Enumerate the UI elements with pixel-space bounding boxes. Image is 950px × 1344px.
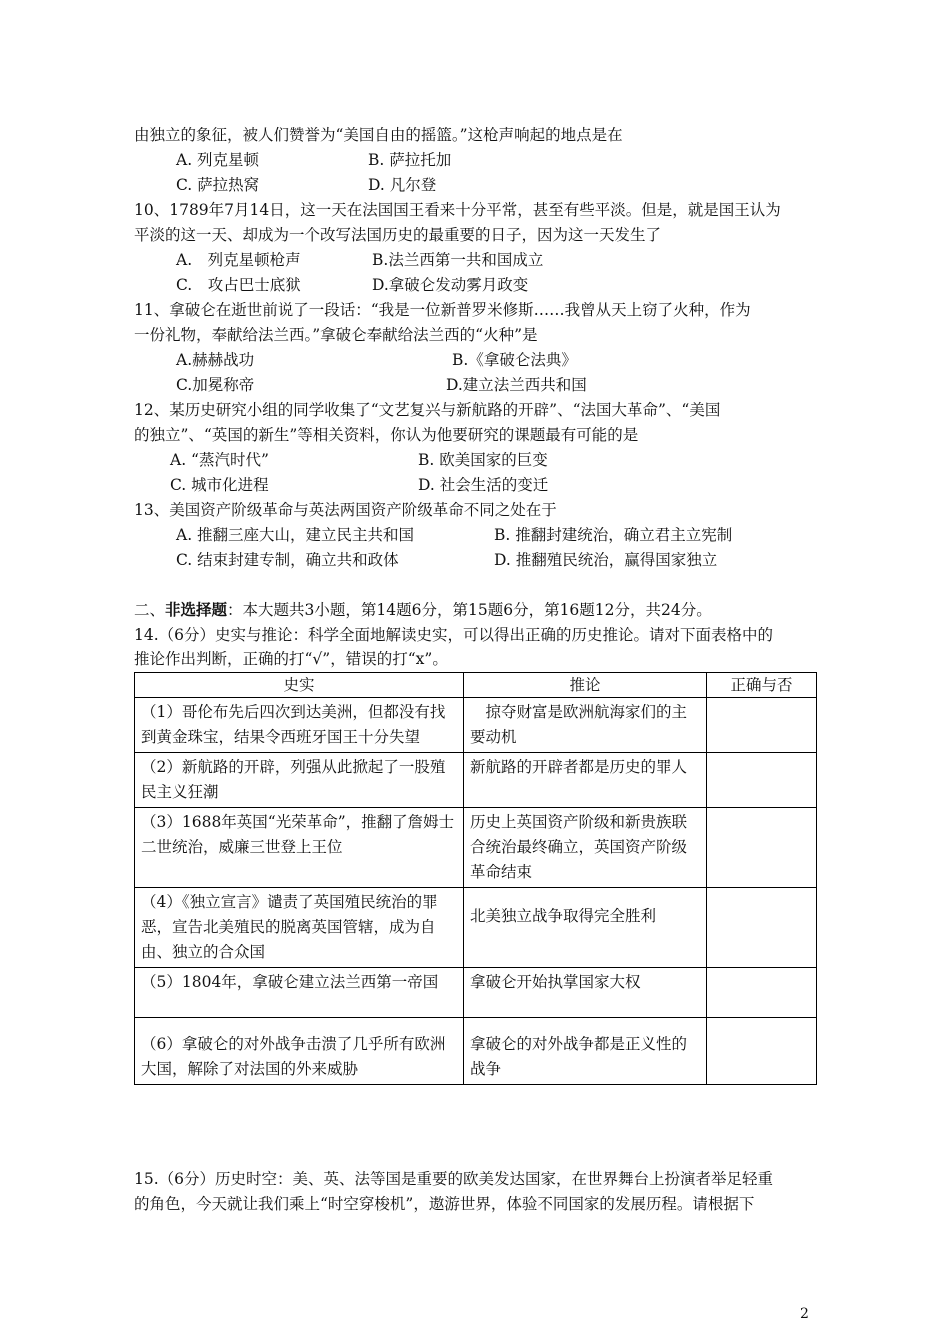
- q9-option-d: D. 凡尔登: [368, 176, 437, 194]
- q13-option-c: C. 结束封建专制，确立共和政体: [176, 551, 399, 569]
- q10-option-b: B.法兰西第一共和国成立: [372, 251, 544, 269]
- q11-option-d: D.建立法兰西共和国: [446, 376, 587, 394]
- q11-option-a: A.赫赫战功: [176, 351, 255, 369]
- section2-prefix: 二、: [134, 601, 166, 619]
- table-row: [135, 753, 817, 808]
- q15-stem-line2: 的角色，今天就让我们乘上“时空穿梭机”，遨游世界，体验不同国家的发展历程。请根据下: [134, 1195, 755, 1213]
- inference-cell: 掠夺财富是欧洲航海家们的主要动机: [464, 698, 707, 753]
- q15-stem-line1: 15.（6分）历史时空：美、英、法等国是重要的欧美发达国家，在世界舞台上扮演者举足轻重: [134, 1170, 774, 1188]
- judgment-cell[interactable]: [707, 698, 817, 753]
- judgment-cell[interactable]: [707, 968, 817, 1018]
- header-judgment: 正确与否: [707, 673, 817, 698]
- q9-option-c: C. 萨拉热窝: [176, 176, 260, 194]
- header-fact: 史实: [135, 673, 464, 698]
- q14-stem-line2: 推论作出判断，正确的打“√”，错误的打“x”。: [134, 650, 448, 668]
- section2-heading: [134, 599, 712, 621]
- q12-option-d: D. 社会生活的变迁: [418, 476, 549, 494]
- table-row: [135, 698, 817, 753]
- q12-option-a: A. “蒸汽时代”: [170, 451, 269, 469]
- q13-option-d: D. 推翻殖民统治，赢得国家独立: [494, 551, 718, 569]
- fact-cell: （6）拿破仑的对外战争击溃了几乎所有欧洲大国，解除了对法国的外来威胁: [135, 1018, 464, 1085]
- table-row: [135, 1018, 817, 1085]
- q10-stem-line1: 10、1789年7月14日，这一天在法国国王看来十分平常，甚至有些平淡。但是，就是国王认为: [134, 201, 781, 219]
- inference-cell: 拿破仑开始执掌国家大权: [464, 968, 707, 1018]
- table-header-row: [135, 673, 817, 698]
- q11-stem-line1: 11、拿破仑在逝世前说了一段话：“我是一位新普罗米修斯……我曾从天上窃了火种，作为: [134, 301, 751, 319]
- q13-stem: 13、美国资产阶级革命与英法两国资产阶级革命不同之处在于: [134, 501, 557, 519]
- q11-option-b: B.《拿破仑法典》: [452, 351, 577, 369]
- fact-cell: （5）1804年，拿破仑建立法兰西第一帝国: [135, 968, 464, 1018]
- q10-option-c: C. 攻占巴士底狱: [176, 276, 301, 294]
- fact-cell: （4）《独立宣言》谴责了英国殖民统治的罪恶，宣告北美殖民的脱离英国管辖，成为自由、独立的合众国: [135, 888, 464, 968]
- q9-option-b: B. 萨拉托加: [368, 151, 452, 169]
- section2-title: 非选择题: [165, 600, 228, 619]
- page-number: 2: [800, 1306, 809, 1322]
- inference-cell: 北美独立战争取得完全胜利: [464, 888, 707, 968]
- judgment-cell[interactable]: [707, 888, 817, 968]
- q10-option-d: D.拿破仑发动雾月政变: [372, 276, 529, 294]
- q9-stem-tail: 由独立的象征，被人们赞誉为“美国自由的摇篮。”这枪声响起的地点是在: [134, 126, 623, 144]
- table-row: [135, 968, 817, 1018]
- table-row: [135, 808, 817, 888]
- judgment-cell[interactable]: [707, 808, 817, 888]
- q12-option-b: B. 欧美国家的巨变: [418, 451, 548, 469]
- fact-cell: （2）新航路的开辟，列强从此掀起了一股殖民主义狂潮: [135, 753, 464, 808]
- inference-cell: 拿破仑的对外战争都是正义性的战争: [464, 1018, 707, 1085]
- header-inference: 推论: [464, 673, 707, 698]
- q10-stem-line2: 平淡的这一天、却成为一个改写法国历史的最重要的日子，因为这一天发生了: [134, 226, 662, 244]
- q12-stem-line2: 的独立”、“英国的新生”等相关资料，你认为他要研究的课题最有可能的是: [134, 426, 639, 444]
- inference-cell: 新航路的开辟者都是历史的罪人: [464, 753, 707, 808]
- q10-option-a: A. 列克星顿枪声: [176, 251, 301, 269]
- q11-option-c: C.加冕称帝: [176, 376, 255, 394]
- fact-cell: （3）1688年英国“光荣革命”，推翻了詹姆士二世统治，威廉三世登上王位: [135, 808, 464, 888]
- q12-stem-line1: 12、某历史研究小组的同学收集了“文艺复兴与新航路的开辟”、“法国大革命”、“美国: [134, 401, 721, 419]
- facts-inference-table: [134, 672, 817, 1085]
- section2-description: ：本大题共3小题，第14题6分，第15题6分，第16题12分，共24分。: [227, 601, 712, 619]
- judgment-cell[interactable]: [707, 753, 817, 808]
- fact-cell: （1）哥伦布先后四次到达美洲，但都没有找到黄金珠宝，结果令西班牙国王十分失望: [135, 698, 464, 753]
- q11-stem-line2: 一份礼物，奉献给法兰西。”拿破仑奉献给法兰西的“火种”是: [134, 326, 538, 344]
- q12-option-c: C. 城市化进程: [170, 476, 269, 494]
- q13-option-b: B. 推翻封建统治，确立君主立宪制: [494, 526, 733, 544]
- q13-option-a: A. 推翻三座大山，建立民主共和国: [176, 526, 415, 544]
- table-row: [135, 888, 817, 968]
- inference-cell: 历史上英国资产阶级和新贵族联合统治最终确立，英国资产阶级革命结束: [464, 808, 707, 888]
- q14-stem-line1: 14.（6分）史实与推论：科学全面地解读史实，可以得出正确的历史推论。请对下面表格中的: [134, 626, 774, 644]
- q9-option-a: A. 列克星顿: [176, 151, 260, 169]
- judgment-cell[interactable]: [707, 1018, 817, 1085]
